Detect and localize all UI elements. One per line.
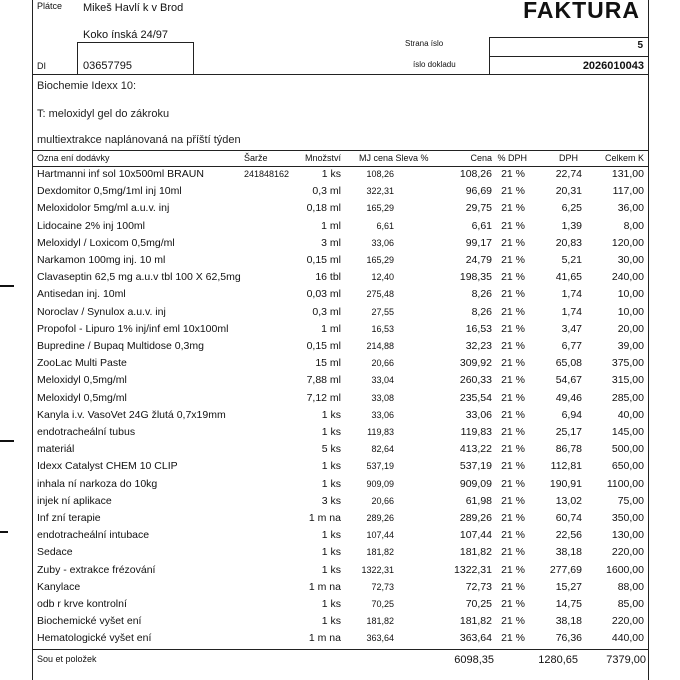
item-unit-price: 6,61 (376, 220, 394, 231)
header-bottom-line (32, 74, 649, 75)
item-vat-amount: 277,69 (549, 563, 582, 576)
item-vat-amount: 15,27 (555, 580, 582, 593)
item-vat-rate: 21 % (501, 632, 525, 645)
item-vat-amount: 1,39 (561, 219, 582, 232)
item-price: 1322,31 (454, 563, 492, 576)
note-line-3: multiextrakce naplánovaná na příští týden (37, 134, 241, 146)
table-row (0, 631, 680, 648)
document-number-label: íslo dokladu (413, 60, 456, 69)
item-unit-price: 363,64 (366, 633, 394, 644)
item-vat-rate: 21 % (501, 546, 525, 559)
item-name: Kanyla i.v. VasoVet 24G žlutá 0,7x19mm (37, 408, 226, 421)
summary-dph-sum: 1280,65 (538, 654, 578, 666)
page-box-divider (489, 56, 648, 57)
item-vat-rate: 21 % (501, 168, 525, 180)
table-row (0, 270, 680, 287)
item-total: 20,00 (617, 322, 644, 335)
table-row (0, 614, 680, 631)
item-unit-price: 537,19 (366, 461, 394, 472)
item-unit-price: 33,06 (371, 237, 394, 248)
table-row (0, 580, 680, 597)
item-vat-amount: 3,47 (561, 322, 582, 335)
item-price: 107,44 (459, 529, 492, 542)
item-total: 130,00 (611, 529, 644, 542)
payer-label: Plátce (37, 1, 63, 11)
item-total: 10,00 (617, 288, 644, 301)
item-quantity: 1 ks (321, 529, 341, 542)
item-name: Antisedan inj. 10ml (37, 288, 126, 301)
table-row (0, 373, 680, 390)
column-header-unit-price: MJ cena Sleva % (359, 153, 429, 163)
item-unit-price: 70,25 (371, 599, 394, 609)
column-header-batch: Šarže (244, 153, 268, 163)
item-vat-amount: 41,65 (555, 271, 582, 284)
item-vat-amount: 38,18 (555, 546, 582, 559)
item-price: 289,26 (459, 512, 492, 524)
item-name: Propofol - Lipuro 1% inj/inf eml 10x100ml (37, 322, 229, 335)
item-vat-amount: 1,74 (561, 305, 582, 318)
item-name: materiál (37, 443, 75, 456)
note-line-1: Biochemie Idexx 10: (37, 80, 137, 92)
item-unit-price: 27,55 (371, 306, 394, 317)
item-quantity: 1 ks (321, 168, 341, 180)
item-vat-rate: 21 % (501, 340, 525, 352)
summary-label: Sou et položek (37, 654, 97, 664)
item-total: 40,00 (617, 408, 644, 421)
table-row (0, 425, 680, 442)
item-name: Meloxidyl 0,5mg/ml (37, 374, 127, 387)
item-vat-rate: 21 % (501, 494, 525, 507)
item-quantity: 1 ml (321, 322, 341, 335)
item-vat-amount: 25,17 (555, 426, 582, 438)
item-unit-price: 20,66 (371, 358, 394, 369)
item-quantity: 1 m na (308, 512, 341, 524)
item-price: 32,23 (465, 340, 492, 352)
item-vat-rate: 21 % (501, 236, 525, 249)
item-quantity: 1 ks (321, 426, 341, 438)
item-name: Meloxidyl 0,5mg/ml (37, 391, 127, 404)
item-name: Dexdomitor 0,5mg/1ml inj 10ml (37, 185, 182, 198)
item-vat-amount: 14,75 (555, 598, 582, 610)
item-name: Inf zní terapie (37, 512, 101, 524)
item-unit-price: 181,82 (366, 547, 394, 558)
item-quantity: 1 ks (321, 546, 341, 559)
item-quantity: 1 ks (321, 615, 341, 628)
item-quantity: 15 ml (315, 357, 341, 370)
item-vat-rate: 21 % (501, 391, 525, 404)
item-unit-price: 909,09 (366, 478, 394, 489)
summary-price-sum: 6098,35 (454, 654, 494, 666)
item-quantity: 1 m na (308, 580, 341, 593)
item-total: 131,00 (611, 168, 644, 180)
note-line-2: T: meloxidyl gel do zákroku (37, 108, 170, 120)
item-vat-rate: 21 % (501, 202, 525, 215)
item-total: 117,00 (612, 185, 644, 198)
item-quantity: 5 ks (321, 443, 341, 456)
item-total: 1100,00 (606, 477, 644, 490)
item-total: 1600,00 (606, 563, 644, 576)
item-name: endotracheální tubus (37, 426, 136, 438)
item-vat-amount: 6,77 (561, 340, 582, 352)
item-vat-rate: 21 % (501, 477, 525, 490)
item-price: 413,22 (459, 443, 492, 456)
item-vat-amount: 76,36 (555, 632, 582, 645)
item-total: 39,00 (617, 340, 644, 352)
item-total: 88,00 (617, 580, 644, 593)
page-label: Strana íslo (405, 39, 444, 48)
item-price: 99,17 (465, 236, 492, 249)
item-price: 235,54 (459, 391, 492, 404)
table-row (0, 528, 680, 545)
item-price: 72,73 (465, 580, 492, 593)
table-row (0, 322, 680, 339)
item-total: 375,00 (611, 357, 644, 370)
item-price: 24,79 (465, 254, 492, 266)
item-price: 909,09 (459, 477, 492, 490)
table-row (0, 563, 680, 580)
item-total: 650,00 (611, 460, 644, 473)
table-row (0, 236, 680, 253)
item-vat-amount: 13,02 (555, 494, 582, 507)
item-unit-price: 1322,31 (361, 564, 394, 575)
item-price: 33,06 (465, 408, 492, 421)
item-vat-rate: 21 % (501, 374, 525, 387)
item-unit-price: 322,31 (366, 186, 394, 197)
item-total: 30,00 (617, 254, 644, 266)
item-vat-amount: 22,74 (555, 168, 582, 180)
item-vat-rate: 21 % (501, 408, 525, 421)
item-name: endotracheální intubace (37, 529, 150, 542)
item-price: 8,26 (471, 305, 492, 318)
item-total: 440,00 (611, 632, 644, 645)
item-unit-price: 20,66 (371, 495, 394, 506)
column-header-quantity: Množství (304, 153, 341, 163)
table-row (0, 184, 680, 201)
item-name: Narkamon 100mg inj. 10 ml (37, 254, 166, 266)
table-row (0, 219, 680, 236)
item-price: 108,26 (459, 168, 492, 180)
item-name: Clavaseptin 62,5 mg a.u.v tbl 100 X 62,5mg (37, 271, 241, 284)
item-unit-price: 108,26 (366, 169, 394, 179)
table-row (0, 287, 680, 304)
item-name: Sedace (37, 546, 73, 559)
item-total: 36,00 (617, 202, 644, 215)
item-quantity: 0,03 ml (306, 288, 341, 301)
item-unit-price: 119,83 (367, 427, 394, 437)
item-vat-rate: 21 % (501, 512, 525, 524)
column-header-vat: % DPH (497, 153, 527, 163)
item-name: Lidocaine 2% inj 100ml (37, 219, 145, 232)
item-name: Kanylace (37, 580, 81, 593)
item-quantity: 3 ks (321, 494, 341, 507)
item-vat-amount: 49,46 (555, 391, 582, 404)
item-batch: 241848162 (244, 169, 290, 179)
item-name: Meloxidyl / Loxicom 0,5mg/ml (37, 236, 175, 249)
item-total: 240,00 (611, 271, 644, 284)
item-vat-amount: 60,74 (555, 512, 582, 524)
item-quantity: 1 ks (321, 477, 341, 490)
item-unit-price: 289,26 (366, 513, 394, 523)
table-row (0, 167, 680, 184)
item-name: Hematologické vyšet ení (37, 632, 152, 645)
item-price: 6,61 (471, 219, 492, 232)
item-vat-rate: 21 % (501, 563, 525, 576)
table-row (0, 253, 680, 270)
item-price: 16,53 (465, 322, 492, 335)
item-unit-price: 33,06 (371, 409, 394, 420)
item-vat-amount: 6,25 (561, 202, 582, 215)
item-total: 10,00 (617, 305, 644, 318)
document-number: 2026010043 (582, 60, 644, 72)
item-price: 260,33 (459, 374, 492, 387)
item-total: 8,00 (623, 219, 644, 232)
item-vat-amount: 38,18 (555, 615, 582, 628)
item-total: 315,00 (611, 374, 644, 387)
item-name: Idexx Catalyst CHEM 10 CLIP (37, 460, 178, 473)
item-total: 75,00 (617, 494, 644, 507)
payer-name: Mikeš Havlí k v Brod (83, 2, 184, 14)
item-vat-rate: 21 % (501, 305, 525, 318)
item-unit-price: 12,40 (371, 272, 394, 283)
item-unit-price: 214,88 (366, 341, 394, 351)
item-price: 537,19 (459, 460, 492, 473)
item-quantity: 1 ks (321, 408, 341, 421)
table-row (0, 356, 680, 373)
column-header-name: Ozna ení dodávky (37, 153, 110, 163)
item-vat-amount: 20,31 (555, 185, 582, 198)
item-price: 96,69 (465, 185, 492, 198)
table-header-top-line (32, 150, 649, 151)
item-price: 119,83 (460, 426, 492, 438)
item-price: 181,82 (459, 546, 492, 559)
item-price: 29,75 (465, 202, 492, 215)
item-vat-amount: 190,91 (549, 477, 582, 490)
address-box-right (193, 42, 194, 74)
item-quantity: 7,88 ml (306, 374, 341, 387)
item-vat-amount: 20,83 (555, 236, 582, 249)
item-vat-amount: 86,78 (555, 443, 582, 456)
item-unit-price: 16,53 (371, 323, 394, 334)
item-vat-amount: 112,81 (550, 460, 582, 473)
item-vat-rate: 21 % (501, 322, 525, 335)
item-price: 363,64 (459, 632, 492, 645)
table-row (0, 511, 680, 528)
item-vat-rate: 21 % (501, 219, 525, 232)
item-total: 220,00 (611, 546, 644, 559)
item-total: 220,00 (611, 615, 644, 628)
table-row (0, 391, 680, 408)
item-name: odb r krve kontrolní (37, 598, 127, 610)
item-name: Noroclav / Synulox a.u.v. inj (37, 305, 166, 318)
item-vat-rate: 21 % (501, 460, 525, 473)
item-unit-price: 181,82 (366, 616, 394, 627)
item-vat-rate: 21 % (501, 254, 525, 266)
item-quantity: 16 tbl (315, 271, 341, 284)
item-quantity: 3 ml (321, 236, 341, 249)
table-row (0, 597, 680, 614)
item-name: injek ní aplikace (37, 494, 112, 507)
summary-top-line (32, 649, 649, 650)
item-quantity: 0,15 ml (306, 254, 341, 266)
item-quantity: 0,15 ml (306, 340, 341, 352)
item-total: 285,00 (611, 391, 644, 404)
table-row (0, 494, 680, 511)
item-quantity: 1 m na (308, 632, 341, 645)
item-vat-amount: 1,74 (561, 288, 582, 301)
page-number: 5 (637, 40, 643, 51)
item-quantity: 0,18 ml (306, 202, 341, 215)
item-price: 198,35 (459, 271, 492, 284)
item-price: 309,92 (459, 357, 492, 370)
dic-label: DI (37, 61, 46, 71)
item-vat-amount: 5,21 (561, 254, 582, 266)
item-quantity: 1 ks (321, 460, 341, 473)
item-vat-rate: 21 % (501, 185, 525, 198)
item-vat-rate: 21 % (501, 357, 525, 370)
column-header-price: Cena (470, 153, 492, 163)
item-quantity: 1 ml (321, 219, 341, 232)
item-vat-rate: 21 % (501, 443, 525, 456)
address-box-left (77, 42, 78, 74)
item-name: Bupredine / Bupaq Multidose 0,3mg (37, 340, 204, 352)
item-quantity: 0,3 ml (312, 305, 341, 318)
item-vat-rate: 21 % (501, 529, 525, 542)
item-price: 181,82 (459, 615, 492, 628)
table-row (0, 201, 680, 218)
item-vat-rate: 21 % (501, 598, 525, 610)
item-unit-price: 107,44 (366, 530, 394, 541)
item-total: 85,00 (617, 598, 644, 610)
item-unit-price: 33,08 (371, 392, 394, 403)
item-unit-price: 72,73 (371, 581, 394, 592)
item-unit-price: 165,29 (366, 203, 394, 214)
item-name: Biochemické vyšet ení (37, 615, 142, 628)
item-vat-amount: 6,94 (561, 408, 582, 421)
address-box-top (77, 42, 194, 43)
item-vat-rate: 21 % (501, 426, 525, 438)
item-vat-rate: 21 % (501, 580, 525, 593)
table-row (0, 442, 680, 459)
column-header-total: Celkem K (604, 153, 644, 163)
column-header-dph: DPH (558, 153, 578, 163)
item-name: inhala ní narkoza do 10kg (37, 477, 158, 490)
dic-value: 03657795 (83, 60, 132, 72)
item-vat-rate: 21 % (501, 288, 525, 301)
item-total: 120,00 (611, 236, 644, 249)
item-total: 500,00 (611, 443, 644, 456)
table-row (0, 545, 680, 562)
item-quantity: 1 ks (321, 598, 341, 610)
table-row (0, 459, 680, 476)
item-vat-amount: 65,08 (555, 357, 582, 370)
item-total: 145,00 (611, 426, 644, 438)
document-title: FAKTURA (523, 0, 640, 23)
item-name: Zuby - extrakce frézování (37, 563, 156, 576)
item-unit-price: 275,48 (366, 289, 394, 300)
summary-total-sum: 7379,00 (606, 654, 646, 666)
item-name: Meloxidolor 5mg/ml a.u.v. inj (37, 202, 170, 215)
table-row (0, 477, 680, 494)
item-quantity: 0,3 ml (312, 185, 341, 198)
item-name: Hartmanni inf sol 10x500ml BRAUN (37, 168, 204, 180)
item-vat-amount: 54,67 (555, 374, 582, 387)
page-box-top (489, 37, 648, 38)
item-unit-price: 82,64 (371, 444, 394, 455)
item-unit-price: 33,04 (371, 375, 394, 386)
item-quantity: 7,12 ml (306, 391, 341, 404)
payer-street: Koko ínská 24/97 (83, 29, 169, 41)
item-price: 61,98 (465, 494, 492, 507)
item-total: 350,00 (611, 512, 644, 524)
table-row (0, 339, 680, 356)
item-vat-amount: 22,56 (555, 529, 582, 542)
table-row (0, 408, 680, 425)
item-vat-rate: 21 % (501, 271, 525, 284)
item-vat-rate: 21 % (501, 615, 525, 628)
item-unit-price: 165,29 (366, 255, 394, 265)
item-name: ZooLac Multi Paste (37, 357, 127, 370)
item-price: 8,26 (471, 288, 492, 301)
item-quantity: 1 ks (321, 563, 341, 576)
item-price: 70,25 (465, 598, 492, 610)
table-row (0, 305, 680, 322)
